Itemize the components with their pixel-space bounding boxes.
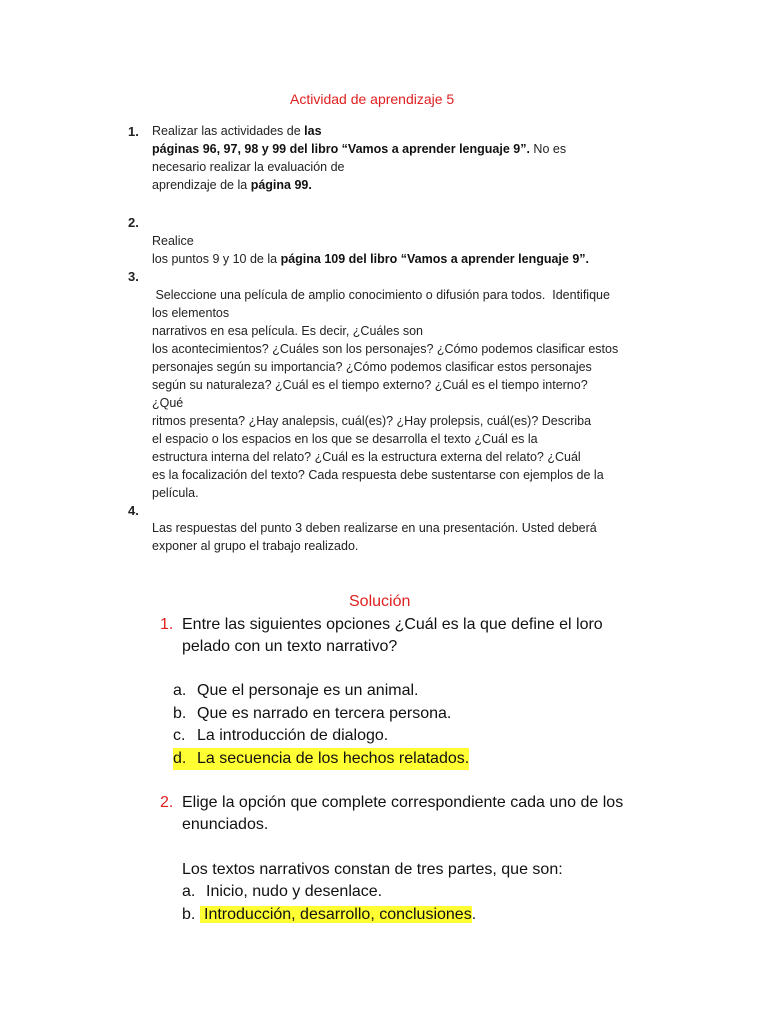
activity-3-line-11: es la focalización del texto? Cada respuesta debe sustentarse con ejemplos de la xyxy=(152,468,604,482)
q2-option-a: a. Inicio, nudo y desenlace. xyxy=(182,883,383,900)
activity-3-line-9: el espacio o los espacios en los que se desarrolla el texto ¿Cuál es la xyxy=(152,432,538,446)
activity-3-line-10: estructura interna del relato? ¿Cuál es la estructura externa del relato? ¿Cuál xyxy=(152,450,581,464)
activity-1-line-3: necesario realizar la evaluación de xyxy=(152,160,345,174)
activity-3-number: 3. xyxy=(128,269,139,284)
question-2 xyxy=(160,792,623,836)
activity-1-number: 1. xyxy=(128,124,139,139)
activity-2-line-1: Realice xyxy=(152,234,194,248)
q2-option-b: b. Introducción, desarrollo, conclusiones. xyxy=(182,906,477,923)
activity-1-line-2: páginas 96, 97, 98 y 99 del libro “Vamos a aprender lenguaje 9”. No es xyxy=(152,142,567,156)
q1-option-b: b. Que es narrado en tercera persona. xyxy=(173,705,452,722)
question-1-line-2: pelado con un texto narrativo? xyxy=(182,638,398,655)
q1-option-a: a. Que el personaje es un animal. xyxy=(173,682,419,699)
q1-option-c: c. La introducción de dialogo. xyxy=(173,727,389,744)
q2-option-b-highlighted: Introducción, desarrollo, conclusiones xyxy=(200,906,472,923)
activity-2-line-2: los puntos 9 y 10 de la página 109 del libro “Vamos a aprender lenguaje 9”. xyxy=(152,252,590,266)
question-2-line-2: enunciados. xyxy=(182,816,269,833)
q1-option-d-highlighted: d. La secuencia de los hechos relatados. xyxy=(173,748,469,770)
activity-3-line-1: Seleccione una película de amplio conocimiento o difusión para todos. Identifique xyxy=(152,288,610,302)
activity-2-text xyxy=(152,232,589,268)
activity-4-number: 4. xyxy=(128,503,139,518)
activity-title: Actividad de aprendizaje 5 xyxy=(290,91,455,107)
activity-3-text xyxy=(152,286,618,502)
question-1 xyxy=(160,614,603,658)
activity-3-line-3: narrativos en esa película. Es decir, ¿Cuáles son xyxy=(152,324,423,338)
activity-4-line-2: exponer al grupo el trabajo realizado. xyxy=(152,539,359,553)
activity-4-text xyxy=(152,519,597,555)
question-2-line-1: Elige la opción que complete correspondiente cada uno de los xyxy=(182,794,624,811)
activity-3-line-8: ritmos presenta? ¿Hay analepsis, cuál(es)? ¿Hay prolepsis, cuál(es)? Describa xyxy=(152,414,592,428)
activity-4-line-1: Las respuestas del punto 3 deben realizarse en una presentación. Usted deberá xyxy=(152,521,597,535)
activity-2-number: 2. xyxy=(128,215,139,230)
question-1-number: 1. xyxy=(160,616,174,633)
activity-1-text xyxy=(152,122,566,194)
question-2-stem: Los textos narrativos constan de tres partes, que son: xyxy=(182,861,563,878)
activity-3-line-4: los acontecimientos? ¿Cuáles son los personajes? ¿Cómo podemos clasificar estos xyxy=(152,342,619,356)
activity-1-line-4: aprendizaje de la página 99. xyxy=(152,178,312,192)
activity-3-line-2: los elementos xyxy=(152,306,230,320)
question-2-number: 2. xyxy=(160,794,174,811)
solution-title: Solución xyxy=(349,593,411,610)
activity-1-line-1: Realizar las actividades de las xyxy=(152,124,322,138)
question-1-line-1: Entre las siguientes opciones ¿Cuál es la que define el loro xyxy=(182,616,603,633)
activity-3-line-6: según su naturaleza? ¿Cuál es el tiempo externo? ¿Cuál es el tiempo interno? xyxy=(152,378,588,392)
activity-3-line-5: personajes según su importancia? ¿Cómo podemos clasificar estos personajes xyxy=(152,360,592,374)
activity-3-line-7: ¿Qué xyxy=(152,396,184,410)
activity-3-line-12: película. xyxy=(152,486,199,500)
